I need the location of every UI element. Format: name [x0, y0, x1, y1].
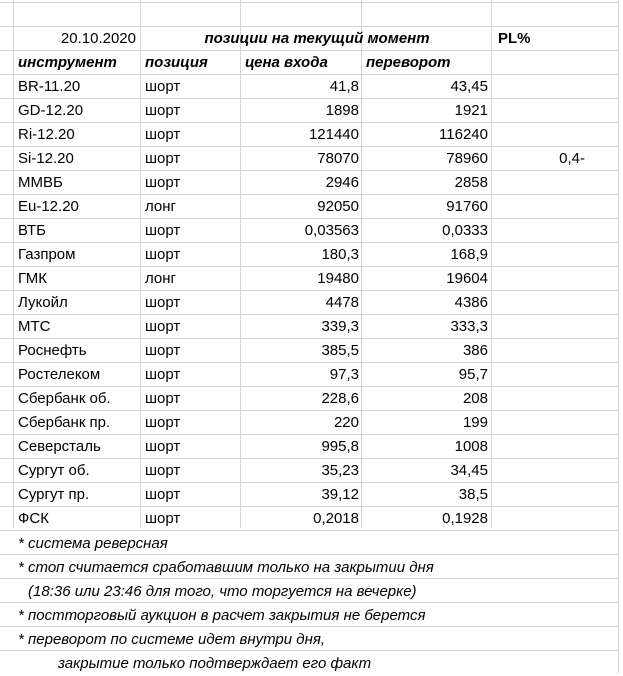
cell-entry-price[interactable]: 39,12 — [321, 486, 359, 503]
cell-entry-price[interactable]: 2946 — [325, 174, 359, 191]
cell-pl[interactable]: 0,4- — [559, 150, 585, 167]
note-auction[interactable]: * постторговый аукцион в расчет закрытия не берется — [18, 607, 426, 624]
cell-reversal-price[interactable]: 333,3 — [450, 318, 488, 335]
cell-entry-price[interactable]: 35,23 — [321, 462, 359, 479]
col-header-reversal[interactable]: переворот — [366, 54, 451, 71]
cell-position[interactable]: лонг — [145, 270, 177, 287]
cell-position[interactable]: шорт — [145, 318, 181, 335]
cell-reversal-price[interactable]: 199 — [462, 414, 488, 431]
cell-reversal-price[interactable]: 0,0333 — [442, 222, 488, 239]
gridline-vertical — [240, 0, 241, 528]
note-stop[interactable]: * стоп считается сработавшим только на закрытии дня — [18, 559, 434, 576]
cell-reversal-price[interactable]: 386 — [462, 342, 488, 359]
cell-instrument[interactable]: Сбербанк об. — [18, 390, 111, 407]
cell-entry-price[interactable]: 1898 — [325, 102, 359, 119]
note-close-confirms[interactable]: закрытие только подтверждает его факт — [58, 655, 372, 672]
col-header-instrument[interactable]: инструмент — [18, 54, 117, 71]
cell-instrument[interactable]: Сургут пр. — [18, 486, 90, 503]
cell-reversal-price[interactable]: 78960 — [446, 150, 488, 167]
gridline-vertical — [13, 0, 14, 528]
cell-position[interactable]: шорт — [145, 102, 181, 119]
cell-position[interactable]: шорт — [145, 366, 181, 383]
cell-instrument[interactable]: ГМК — [18, 270, 48, 287]
cell-entry-price[interactable]: 0,03563 — [304, 222, 359, 239]
cell-pl[interactable] — [492, 459, 585, 483]
gridline-vertical — [140, 0, 141, 528]
cell-pl[interactable] — [492, 267, 585, 291]
cell-instrument[interactable]: Сургут об. — [18, 462, 90, 479]
note-reverse-system[interactable]: * система реверсная — [18, 535, 168, 552]
cell-instrument[interactable]: Si-12.20 — [18, 150, 74, 167]
cell-position[interactable]: шорт — [145, 126, 181, 143]
cell-pl[interactable] — [492, 171, 585, 195]
cell-pl[interactable] — [492, 411, 585, 435]
cell-position[interactable]: шорт — [145, 438, 181, 455]
cell-instrument[interactable]: Северсталь — [18, 438, 101, 455]
cell-entry-price[interactable]: 19480 — [317, 270, 359, 287]
cell-instrument[interactable]: Ростелеком — [18, 366, 101, 383]
cell-entry-price[interactable]: 228,6 — [321, 390, 359, 407]
cell-entry-price[interactable]: 385,5 — [321, 342, 359, 359]
cell-entry-price[interactable]: 78070 — [317, 150, 359, 167]
cell-entry-price[interactable]: 97,3 — [329, 366, 359, 383]
cell-reversal-price[interactable]: 1008 — [454, 438, 488, 455]
cell-position[interactable]: шорт — [145, 462, 181, 479]
cell-reversal-price[interactable]: 168,9 — [450, 246, 488, 263]
cell-position[interactable]: шорт — [145, 222, 181, 239]
cell-reversal-price[interactable]: 2858 — [454, 174, 488, 191]
cell-instrument[interactable]: МТС — [18, 318, 51, 335]
cell-pl[interactable] — [492, 363, 585, 387]
cell-instrument[interactable]: Газпром — [18, 246, 76, 263]
cell-entry-price[interactable]: 0,2018 — [313, 510, 359, 527]
cell-pl[interactable] — [492, 219, 585, 243]
cell-pl[interactable] — [492, 123, 585, 147]
cell-position[interactable]: шорт — [145, 390, 181, 407]
cell-instrument[interactable]: Ri-12.20 — [18, 126, 75, 143]
cell-pl[interactable] — [492, 75, 585, 99]
pl-header[interactable]: PL% — [498, 30, 531, 47]
cell-reversal-price[interactable]: 4386 — [454, 294, 488, 311]
cell-pl[interactable] — [492, 291, 585, 315]
cell-entry-price[interactable]: 220 — [333, 414, 359, 431]
cell-reversal-price[interactable]: 38,5 — [458, 486, 488, 503]
cell-pl[interactable] — [492, 315, 585, 339]
cell-pl[interactable] — [492, 339, 585, 363]
cell-pl[interactable] — [492, 387, 585, 411]
cell-reversal-price[interactable]: 91760 — [446, 198, 488, 215]
cell-entry-price[interactable]: 121440 — [308, 126, 359, 143]
cell-position[interactable]: шорт — [145, 486, 181, 503]
cell-reversal-price[interactable]: 95,7 — [458, 366, 488, 383]
cell-pl[interactable] — [492, 483, 585, 507]
cell-pl[interactable] — [492, 435, 585, 459]
cell-instrument[interactable]: BR-11.20 — [18, 78, 81, 95]
cell-instrument[interactable]: Eu-12.20 — [18, 198, 79, 215]
cell-entry-price[interactable]: 180,3 — [321, 246, 359, 263]
cell-instrument[interactable]: GD-12.20 — [18, 102, 84, 119]
cell-instrument[interactable]: Роснефть — [18, 342, 87, 359]
cell-instrument[interactable]: ВТБ — [18, 222, 47, 239]
gridline-horizontal — [0, 2, 619, 3]
cell-pl[interactable] — [492, 99, 585, 123]
cell-position[interactable]: шорт — [145, 246, 181, 263]
cell-entry-price[interactable]: 339,3 — [321, 318, 359, 335]
cell-reversal-price[interactable]: 116240 — [439, 126, 488, 143]
col-header-entry[interactable]: цена входа — [245, 54, 328, 71]
date-cell[interactable]: 20.10.2020 — [60, 30, 136, 47]
gridline-vertical — [618, 0, 619, 673]
cell-pl[interactable] — [492, 195, 585, 219]
cell-position[interactable]: шорт — [145, 78, 181, 95]
cell-reversal-price[interactable]: 43,45 — [450, 78, 488, 95]
cell-position[interactable]: шорт — [145, 414, 181, 431]
cell-position[interactable]: шорт — [145, 174, 181, 191]
cell-pl[interactable] — [492, 243, 585, 267]
cell-reversal-price[interactable]: 34,45 — [450, 462, 488, 479]
gridline-vertical — [361, 0, 362, 528]
cell-reversal-price[interactable]: 208 — [462, 390, 488, 407]
cell-position[interactable]: шорт — [145, 150, 181, 167]
cell-position[interactable]: лонг — [145, 198, 177, 215]
cell-entry-price[interactable]: 41,8 — [329, 78, 359, 95]
cell-entry-price[interactable]: 92050 — [317, 198, 359, 215]
cell-entry-price[interactable]: 4478 — [325, 294, 359, 311]
cell-reversal-price[interactable]: 0,1928 — [442, 510, 488, 527]
col-header-position[interactable]: позиция — [145, 54, 208, 71]
cell-instrument[interactable]: ММВБ — [18, 174, 63, 191]
cell-pl[interactable] — [492, 507, 585, 531]
cell-instrument[interactable]: Сбербанк пр. — [18, 414, 111, 431]
cell-position[interactable]: шорт — [145, 294, 181, 311]
cell-position[interactable]: шорт — [145, 510, 181, 527]
cell-reversal-price[interactable]: 1921 — [454, 102, 488, 119]
cell-instrument[interactable]: ФСК — [18, 510, 49, 527]
note-stop-times[interactable]: (18:36 или 23:46 для того, что торгуется на вечерке) — [28, 583, 417, 600]
note-intraday-reversal[interactable]: * переворот по системе идет внутри дня, — [18, 631, 326, 648]
cell-reversal-price[interactable]: 19604 — [446, 270, 488, 287]
cell-instrument[interactable]: Лукойл — [18, 294, 68, 311]
sheet-title[interactable]: позиции на текущий момент — [204, 30, 430, 47]
cell-position[interactable]: шорт — [145, 342, 181, 359]
cell-entry-price[interactable]: 995,8 — [321, 438, 359, 455]
